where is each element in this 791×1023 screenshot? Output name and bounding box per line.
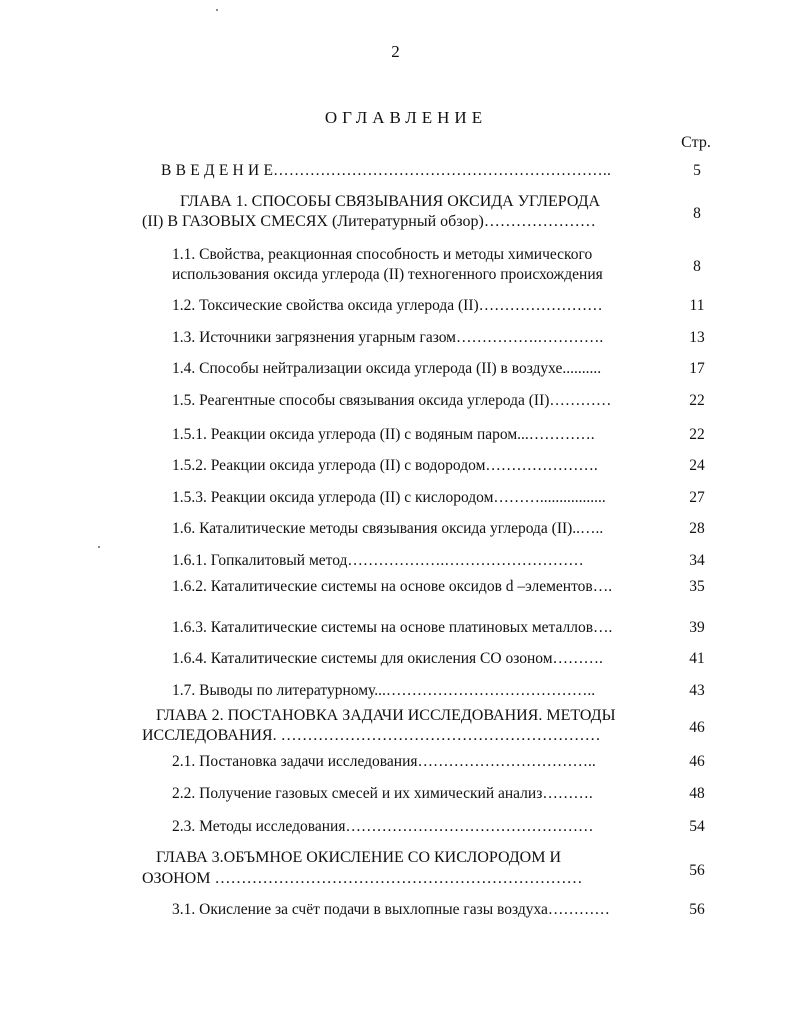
toc-entry-title-line1: 1.1. Свойства, реакционная способность и методы химического [172,246,593,263]
toc-entry-page: 5 [693,162,701,179]
toc-entry-page: 56 [689,862,705,879]
toc-entry-title: 1.6.2. Каталитические системы на основе оксидов d –элементов…. [172,578,613,595]
toc-entry-page: 8 [693,258,701,275]
toc-entry-page: 27 [689,489,705,506]
toc-entry-title-line1: ГЛАВА 2. ПОСТАНОВКА ЗАДАЧИ ИССЛЕДОВАНИЯ. МЕТОДЫ [156,707,616,724]
toc-entry-title: 1.5.2. Реакции оксида углерода (II) с водородом…………………. [172,457,598,474]
toc-entry-title: 2.2. Получение газовых смесей и их химический анализ………. [172,785,593,802]
toc-entry-page: 17 [689,360,705,377]
toc-entry-title: 2.3. Методы исследования………………………………………… [172,818,594,835]
toc-entry-title: 1.4. Способы нейтрализации оксида углерода (II) в воздухе.......... [172,360,602,377]
toc-entry-page: 54 [689,818,705,835]
toc-entry-page: 56 [689,901,705,918]
toc-entry-page: 39 [689,619,705,636]
toc-entry-page: 43 [689,682,705,699]
scan-speck [216,9,218,11]
toc-entry-title: 3.1. Окисление за счёт подачи в выхлопные газы воздуха………… [172,901,610,918]
toc-entry-page: 13 [689,329,705,346]
toc-entry-title: 1.6.4. Каталитические системы для окисления СО озоном………. [172,650,603,667]
toc-entry-title: 1.6.3. Каталитические системы на основе платиновых металлов…. [172,619,613,636]
toc-entry-title-line2: ОЗОНОМ …………………………………………………………… [142,870,583,887]
page-column-label: Стр. [681,134,711,151]
toc-entry-page: 8 [693,205,701,222]
scan-speck [98,546,100,548]
toc-entry-page: 11 [689,297,705,314]
toc-entry-title-line2: (II) В ГАЗОВЫХ СМЕСЯХ (Литературный обзор)………………… [142,213,596,230]
toc-entry-page: 48 [689,785,705,802]
toc-entry-title-line1: ГЛАВА 1. СПОСОБЫ СВЯЗЫВАНИЯ ОКСИДА УГЛЕРОДА [180,193,601,210]
toc-entry-title: 1.5.3. Реакции оксида углерода (II) с кислородом………................. [172,489,606,506]
toc-entry-title: 1.7. Выводы по литературному...………………………………….. [172,682,596,699]
toc-entry-title: 2.1. Постановка задачи исследования…………………………….. [172,753,596,770]
toc-entry-page: 34 [689,552,705,569]
toc-entry-title: 1.5.1. Реакции оксида углерода (II) с водяным паром...…………. [172,426,595,443]
toc-entry-title: 1.2. Токсические свойства оксида углерода (II)…………………… [172,297,603,314]
toc-entry-page: 46 [689,719,705,736]
toc-entry-title: 1.6. Каталитические методы связывания оксида углерода (II)..….. [172,520,604,537]
toc-entry-page: 22 [689,392,705,409]
toc-entry-title: В В Е Д Е Н И Е……………………………………………………….. [161,162,612,179]
toc-entry-page: 24 [689,457,705,474]
toc-entry-page: 46 [689,753,705,770]
toc-entry-title-line1: ГЛАВА 3.ОБЪМНОЕ ОКИСЛЕНИЕ СО КИСЛОРОДОМ И [156,849,562,866]
toc-entry-page: 28 [689,520,705,537]
toc-entry-title-line2: использования оксида углерода (II) техногенного происхождения [172,266,603,283]
toc-entry-title-line2: ИССЛЕДОВАНИЯ. …………………………………………………… [142,727,601,744]
toc-entry-page: 22 [689,426,705,443]
toc-title: ОГЛАВЛЕНИЕ [324,108,488,127]
toc-entry-title: 1.3. Источники загрязнения угарным газом…………….…………. [172,329,604,346]
toc-entry-page: 35 [689,578,705,595]
toc-entry-title: 1.6.1. Гопкалитовый метод……………….……………………… [172,552,584,569]
page-number: 2 [391,42,400,61]
toc-entry-title: 1.5. Реагентные способы связывания оксида углерода (II)………… [172,392,612,409]
toc-entry-page: 41 [689,650,705,667]
